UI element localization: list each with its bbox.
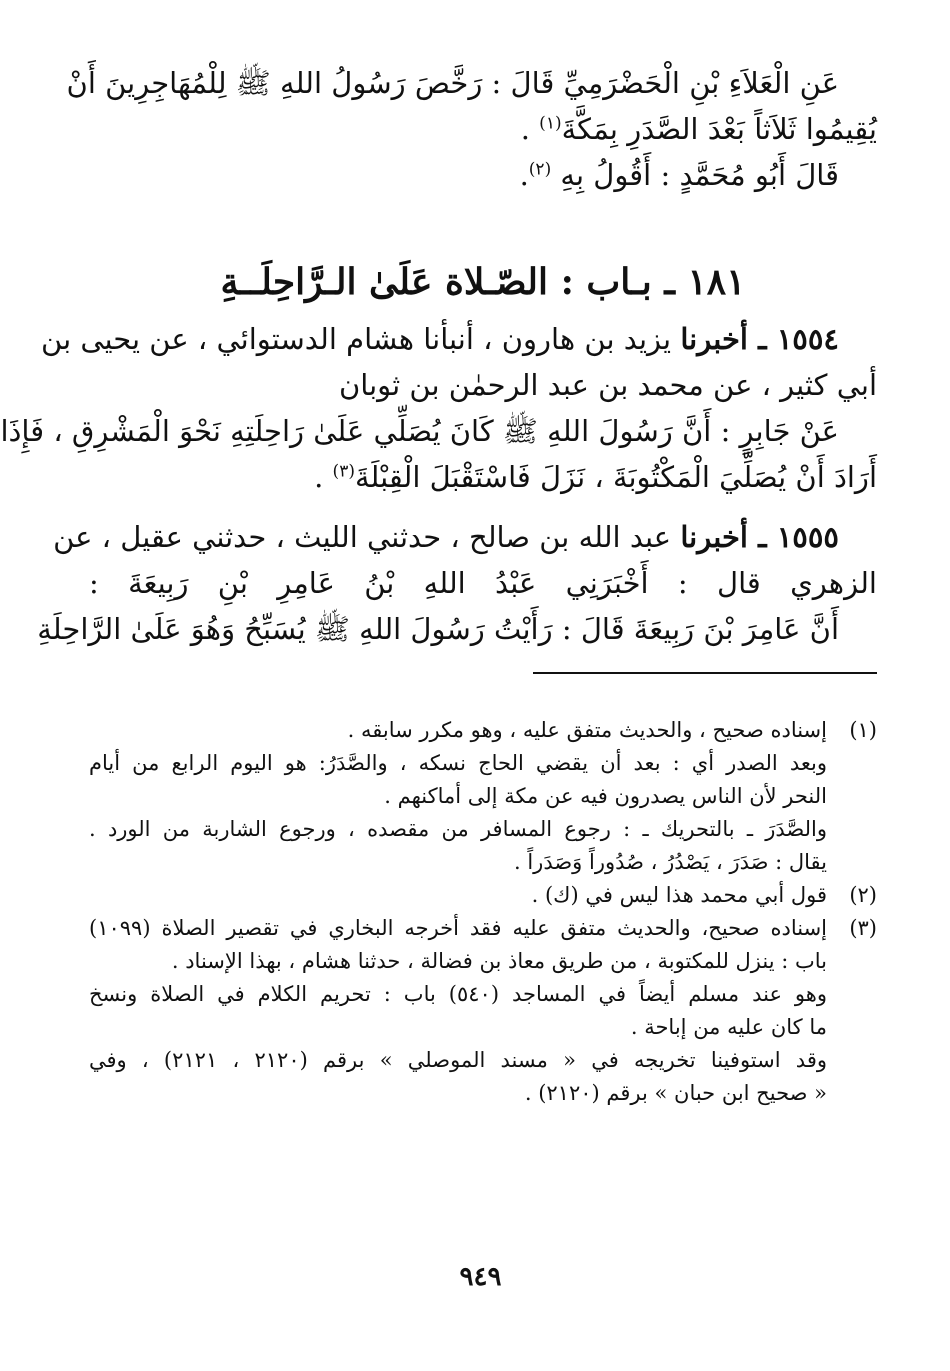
- hadith-number: ١٥٥٥ ـ أخبرنا: [680, 520, 839, 554]
- text-segment: يُقِيمُوا ثَلاَثاً بَعْدَ الصَّدَرِ بِمَكَّةَ: [561, 112, 877, 146]
- hadith-1555-line: [53, 514, 877, 560]
- footnote-text: وهو عند مسلم أيضاً في المساجد (٥٤٠) باب : تحريم الكلام في الصلاة ونسخ: [89, 982, 827, 1006]
- hadith-number: ١٥٥٤ ـ أخبرنا: [680, 322, 839, 356]
- hadith-1555-line: الزهري قال : أَخْبَرَنِي عَبْدُ اللهِ بْنُ عَامِرِ بْنِ رَبِيعَةَ :: [89, 566, 877, 600]
- footnote-ref[interactable]: (٢): [528, 159, 552, 180]
- text-segment: يزيد بن هارون ، أنبأنا هشام الدستوائي ، عن يحيى بن: [41, 322, 672, 356]
- footnote-number: (٣): [849, 916, 877, 940]
- footnote-text: وبعد الصدر أي : بعد أن يقضي الحاج نسكه ، والصَّدَرُ: هو اليوم الرابع من أيام: [89, 751, 827, 775]
- footnote-text: والصَّدَرَ ـ بالتحريك ـ : رجوع المسافر من مقصده ، ورجوع الشاربة من الورد .: [89, 817, 827, 841]
- book-page: [0, 60, 877, 1110]
- hadith-1555-line: أَنَّ عَامِرَ بْنَ رَبِيعَةَ قَالَ : رَأَيْتُ رَسُولَ اللهِ ﷺ يُسَبِّحُ وَهُوَ عَلَىٰ الرَّاحِلَةِ: [37, 612, 839, 646]
- hadith-1554-line: [41, 316, 877, 362]
- footnote-2: [89, 879, 877, 912]
- footnote-text: النحر لأن الناس يصدرون فيه عن مكة إلى أماكنهم .: [384, 784, 827, 808]
- text-line: [89, 106, 877, 152]
- text-line: [89, 152, 877, 198]
- footnote-3: [89, 912, 877, 945]
- footnote-text: إسناده صحيح، والحديث متفق عليه فقد أخرجه البخاري في تقصير الصلاة (١٠٩٩): [89, 916, 827, 940]
- text-segment: أَرَادَ أَنْ يُصَلِّيَ الْمَكْتُوبَةَ ، نَزَلَ فَاسْتَقْبَلَ الْقِبْلَةَ: [354, 460, 877, 494]
- text-line: عَنِ الْعَلاَءِ بْنِ الْحَضْرَمِيِّ قَالَ : رَخَّصَ رَسُولُ اللهِ ﷺ لِلْمُهَاجِرِينَ أَنْ: [66, 66, 839, 100]
- text-segment: .: [520, 112, 540, 146]
- footnotes: [89, 714, 877, 1110]
- footnote-text: « صحيح ابن حبان » برقم (٢١٢٠) .: [524, 1081, 827, 1105]
- footnote-ref[interactable]: (١): [539, 113, 562, 134]
- text-segment: قَالَ أَبُو مُحَمَّدٍ : أَقُولُ بِهِ: [560, 158, 839, 192]
- footnote-separator: [533, 672, 877, 674]
- footnote-number: (٢): [849, 883, 877, 907]
- text-segment: عبد الله بن صالح ، حدثني الليث ، حدثني عقيل ، عن: [53, 520, 672, 554]
- page-number: ٩٤٩: [459, 1262, 502, 1292]
- footnote-text: إسناده صحيح ، والحديث متفق عليه ، وهو مكرر سابقه .: [347, 718, 827, 742]
- footnote-text: قول أبي محمد هذا ليس في (ك) .: [531, 883, 827, 907]
- text-segment: .: [314, 460, 333, 494]
- footnote-1: [89, 714, 877, 747]
- footnote-text: يقال : صَدَرَ ، يَصْدُرُ ، صُدُوراً وَصَدَراً .: [514, 850, 827, 874]
- footnote-number: (١): [849, 718, 877, 742]
- hadith-1554-line: أبي كثير ، عن محمد بن عبد الرحمٰن بن ثوبان: [338, 368, 877, 402]
- footnote-text: باب : ينزل للمكتوبة ، من طريق معاذ بن فضالة ، حدثنا هشام ، بهذا الإسناد .: [171, 949, 827, 973]
- footnote-text: وقد استوفينا تخريجه في « مسند الموصلي » برقم (٢١٢٠ ، ٢١٢١) ، وفي: [89, 1048, 827, 1072]
- text-segment: .: [519, 158, 529, 192]
- hadith-1554-line: عَنْ جَابِرٍ : أَنَّ رَسُولَ اللهِ ﷺ كَانَ يُصَلِّي عَلَىٰ رَاحِلَتِهِ نَحْوَ الْمَشْرِقِ ، فَإِذَا: [0, 414, 839, 448]
- main-text: [0, 60, 877, 652]
- hadith-1554-line: [89, 454, 877, 500]
- footnote-ref[interactable]: (٣): [332, 461, 355, 482]
- footnote-text: ما كان عليه من إباحة .: [630, 1015, 827, 1039]
- chapter-heading: ١٨١ ـ بـاب : الصّـلاة عَلَىٰ الـرَّاحِلَــةِ: [220, 261, 746, 303]
